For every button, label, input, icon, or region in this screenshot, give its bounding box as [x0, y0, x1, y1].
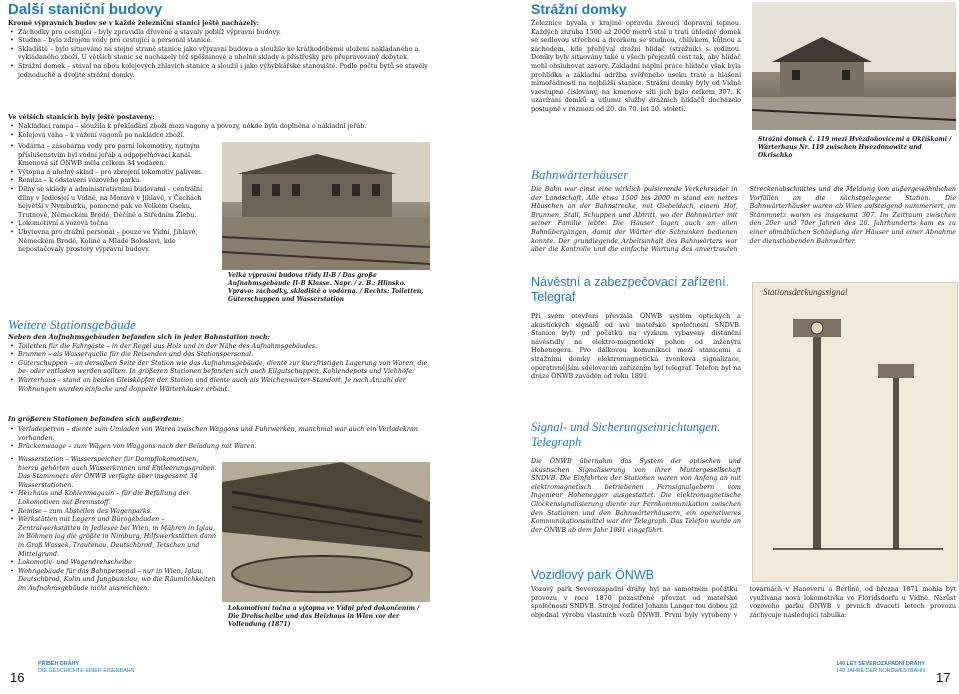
left-cz-intro: Kromě výpravních budov se v každé železniční stanici ještě nacházely: [8, 19, 260, 27]
list-item: • Ubytovna pro drážní personál – pouze ve Vídni, Jihlavě, Německém Brodě, Kolíně a Mladé Boleslavi, kde nepostačovaly prostory výpravní budovy. [18, 228, 218, 254]
list-item: • Wasserstation – Wasserspeicher für Dampflokomotiven, hierzu gehörten auch Wasserkranen und Entleerungsgruben. Das Stammnetz der ÖNWB verfügte über insgesamt 34 Wasserstationen. [18, 455, 218, 489]
guardhouse-photo [752, 2, 956, 130]
list-item: • Studna – byla zdrojem vody pro cestující a personál stanice. [18, 36, 428, 45]
right-footer-line1: 140 LET SEVEROZÁPADNÍ DRÁHY [836, 661, 925, 667]
right-footer-line2: 140 JAHRE DER NORDWESTBAHN [836, 668, 925, 674]
list-item: • Heizhaus und Kohlenmagazin – für die Befüllung der Lokomotiven mit Brennstoff. [18, 489, 218, 506]
left-footer [38, 661, 134, 675]
list-item: • Vodárna – zásobárna vody pro parní lokomotivy, nutným příslušenstvím byl vodní jeřáb a odpopelňovací kanál. Kmenová síť ÖNWB měla celkem 34 vodáren. [18, 142, 218, 168]
list-item: • Remíza – k odstavení vozového parku. [18, 176, 218, 185]
list-item: • Remise – zum Abstellen des Wagenparks. [18, 507, 218, 516]
left-de-larger-bullets-top [8, 425, 438, 451]
turntable-photo [222, 462, 430, 602]
list-item: • Lokomotiv- und Wagendrehscheibe [18, 558, 218, 567]
list-item: • Skladiště – bylo situováno na stejné straně stanice jako výpravní budova a sloužilo ke krátkodobému uložení nakládaného a vykládaného zboží. U větších stanic se nacházely též spěšninové a uhelné sklady a přístřešky pro přepravovaný dobytek. [18, 45, 428, 62]
list-item: • Wohngebäude für das Bahnpersonal – nur in Wien, Iglau, Deutschbrod, Kolin und Jungbunzlau, wo die Räumlichkeiten im Aufnahmsgebäude nicht ausreichten. [18, 567, 218, 593]
list-item: • Güterschuppen – an derselben Seite der Station wie das Aufnahmsgebäude, diente zur kurzfristigen Lagerung von Waren, die be- oder entladen werden sollten. In größeren Stationen befanden sich auch Eilgutschuppen, Kohlendepots und Viehhöfe. [18, 359, 428, 376]
turntable-illustration [222, 462, 430, 602]
left-cz-larger-intro: Ve větších stanicích byly ještě postaveny: [8, 113, 155, 121]
list-item: • Brunnen – als Wasserquelle für die Reisenden und das Stationspersonal. [18, 350, 428, 359]
right-title-1: Strážní domky [531, 1, 627, 17]
left-de-title: Weitere Stationsgebäude [8, 317, 136, 332]
list-item: • Toiletten für die Fahrgäste – in der Regel aus Holz und in der Nähe des Aufnahmsgebäudes. [18, 342, 428, 351]
left-footer-line2: DIE GESCHICHTE EINER EISENBAHN [38, 668, 135, 674]
guardhouse-illustration [752, 2, 956, 130]
left-cz-larger-bullets-top [8, 122, 428, 139]
left-cz-larger-bullets [8, 142, 218, 254]
station-building-illustration [222, 142, 430, 270]
list-item: • Brückenwaage – zum Wägen von Waggons nach der Beladung mit Waren. [18, 442, 438, 451]
left-de-larger-bullets [8, 455, 218, 593]
right-title-4: Signal- und Sicherungseinrichtungen. Telegraph [531, 420, 721, 449]
list-item: • Záchodky pro cestující – byly zpravidla dřevěné a stávaly poblíž výpravní budovy. [18, 28, 428, 37]
signal-mast-drawing [753, 309, 957, 579]
station-building-caption: Velká výpravní budova třídy II-B / Das große Aufnahmsgebäude II-B Klasse. Napr. / z. B.: Hlinsko. Vpravo: záchodky, skladiště a vodárna. / Rechts: Toiletten, Güterschuppen und Wasserstation [228, 272, 424, 303]
station-building-photo [222, 142, 430, 270]
left-cz-bullets [8, 28, 428, 80]
right-title-2: Bahnwärterhäuser [531, 167, 629, 182]
right-footer [830, 661, 925, 675]
right-p5: Vozový park Severozápadní dráhy byl na samotném počátku provozu v roce 1870 pozastřeně převzat od mateřské společnosti SNDVB. Strojní ředitel Johann Langer tou dobou již objednal výrobu vlastních vozů ÖNWB. První byly vyrobeny v továrnách v Hanoveru a Berlíně, od března 1871 mohla být využívána nová lokomotivka ve Floridsdorfu u Vídně. Nárůst vozového parku ÖNWB v prvních dvaceti letech provozu zachycuje následující tabulka: [531, 585, 956, 619]
list-item: • Lokomotivní a vozová točna [18, 219, 218, 228]
left-de-intro: Neben den Aufnahmsgebäuden befanden sich in jeder Bahnstation noch: [8, 333, 270, 341]
left-de-section [8, 333, 428, 393]
right-p2: Die Bahn war einst eine wirklich pulsierende Verkehrsader in der Landschaft. Alle etwa 1500 bis 2000 m stand ein nettes Häuschen an der Bahnstrecke, mit Giebeldach, einem Hof, Brunnen, Stall, Schuppen und Abtritt, wo der Bahnwärter mit seiner Familie lebte. Die Häuser lagen auch an allen Bahnübergängen, damit der Wärter die Schranken bedienen konnte. Der grundlegende Arbeitsinhalt des Bahnwärters war aber die Kontrolle und die einfache Wartung des anvertrauten Streckenabschnittes und die Meldung von außergewöhnlichen Vorfällen an die nächstgelegene Station. Die Bahnwärterhäuser waren ab Wien aufsteigend nummeriert, im Stammnetz waren es insgesamt 307. Im Zeitraum zwischen den 20er und 70er Jahren des 20. Jahrhunderts kam es zu einer allmählichen Schließung der Häuser und einer Abnahme der diensthabenden Bahnwärter. [531, 185, 956, 254]
right-page-number: 17 [936, 670, 951, 685]
guardhouse-caption: Strážní domek č. 119 mezi Hvězdoňovicemi a Okříškami / Wärterhaus Nr. 119 zwischen Hwezdonowitz und Okrischko [758, 136, 952, 159]
list-item: • Výtopna a uhelný sklad – pro zbrojení lokomotiv palivem. [18, 168, 218, 177]
signal-diagram-title: Stationsdeckungssignal [763, 287, 848, 297]
list-item: • Werkstätten mit Lagern und Bürogebäuden – Zentralwerkstätten in Jedlesee bei Wien, in Mähren in Iglau, in Böhmen lag die größte in Nimburg, Hilfswerkstätten dann in Groß Wossek, Trautenau, Deutschbrod, Tetschen und Mittelgrund. [18, 515, 218, 558]
list-item: • Kolejová váha – k vážení vagonů po nakládce zboží. [18, 131, 428, 140]
left-de-larger-intro: In größeren Stationen befanden sich außerdem: [8, 415, 182, 423]
list-item: • Strážní domek – stával na obou kolejových zhlavích stanice a sloužil i jako výhybkářské stanoviště. Podle počtu bytů se stavěly jednoduché a dvojité strážní domky. [18, 62, 428, 79]
right-p3: Při svém otevření převzala ÖNWB systém optických a akustických signálů od své mateřské společnosti SNDVB. Stanice byly od počátku na výzkum vybaveny distanční návěstidly na elektro-magnetický pohon od inženýra Hohenegera. Pro dálkovou komunikaci mezi stanicemi a strážními domky elektromagnetická zvonková signalizace, operativnějším sdělovacím zařízením byl telegraf. Telefon byl na dráze ÖNWB zaváděn od roku 1891. [531, 312, 741, 381]
left-page-number: 16 [10, 670, 25, 685]
list-item: • Wärterhaus – stand an beiden Gleisköpfen der Station und diente auch als Weichenwärter-Standort. Je nach Anzahl der Wohnungen wurden einfache und doppelte Wärterhäuser erbaut. [18, 376, 428, 393]
left-footer-line1: PŘÍBĚH DRÁHY [38, 661, 80, 667]
list-item: • Nakládací rampa – sloužila k překládání zboží mezi vagony a povozy, někde byla doplněna o nákladní jeřáb. [18, 122, 428, 131]
list-item: • Dílny se sklady a administrativními budovami – centrální dílny v Jedlesjeí u Vídně, na Moravě v Jihlavě, v Čechách největší v Nymburku, pomocné pak ve Velkém Oseku, Trutnově, Německém Brodě, Děčíně a Středním Žlebu. [18, 185, 218, 219]
right-title-3: Návěstní a zabezpečovací zařízení. Telegraf [531, 275, 730, 304]
right-title-5: Vozidlový park ÖNWB [531, 568, 654, 582]
right-p4: Die ÖNWB übernahm das System der optischen und akustischen Signalisierung von ihrer Muttergesellschaft SNDVB. Die Einfahrten der Stationen waren von Anfang an mit elektromagnetisch betriebenen Fernsignalgebern vom Ingenieur Hohenegger ausgestattet. Die elektromagnetische Glockensignalisierung diente zur Fernkommunikation zwischen den Stationen und den Bahnwärterhäusern, ein operativeres Kommunikationsmittel war der Telegraph. Das Telefon wurde an der ÖNWB ab dem Jahr 1891 eingeführt. [531, 457, 741, 534]
list-item: • Verladeperron – diente zum Umladen von Waren zwischen Waggons und Fuhrwerken, manchmal war auch ein Verladekran vorhanden. [18, 425, 438, 442]
signal-diagram [752, 282, 958, 582]
right-p1: Železnice bývala v krajině opravdu živoucí dopravní tepnou. Každých zhruba 1500 až 2000 metrů stál u trati úhledný domek se sedlovou střechou a dvorkem se studnou, chlívkem, kůlnou a záchodem, kde přebýval drážní hlídač (strážník) s rodinou. Domky byly situovány také u všech přejezdů cest tak, aby hlídač mohl obsluhovat závory. Základní náplní práce hlídače však byla prohlídka a základní údržba svěřeného úseku tratě a hlášení mimořádností na nejbližší stanice. Strážní domky byly od Vídně vzestupně číslovány, na kmenové síti jich bylo celkem 307. K uzavírání domků a útlumu služby drážních hlídačů docházelo postupně v rozmezí od 20. do 70. let 20. století. [531, 19, 741, 113]
left-cz-section [8, 19, 428, 79]
left-page-title: Další staniční budovy [8, 1, 163, 18]
turntable-caption: Lokomotivní točna a výtopna ve Vídni před dokončením / Die Drehscheibe und das Heizhaus in Wien vor der Vollendung (1871) [228, 605, 420, 628]
left-de-bullets [8, 342, 428, 394]
